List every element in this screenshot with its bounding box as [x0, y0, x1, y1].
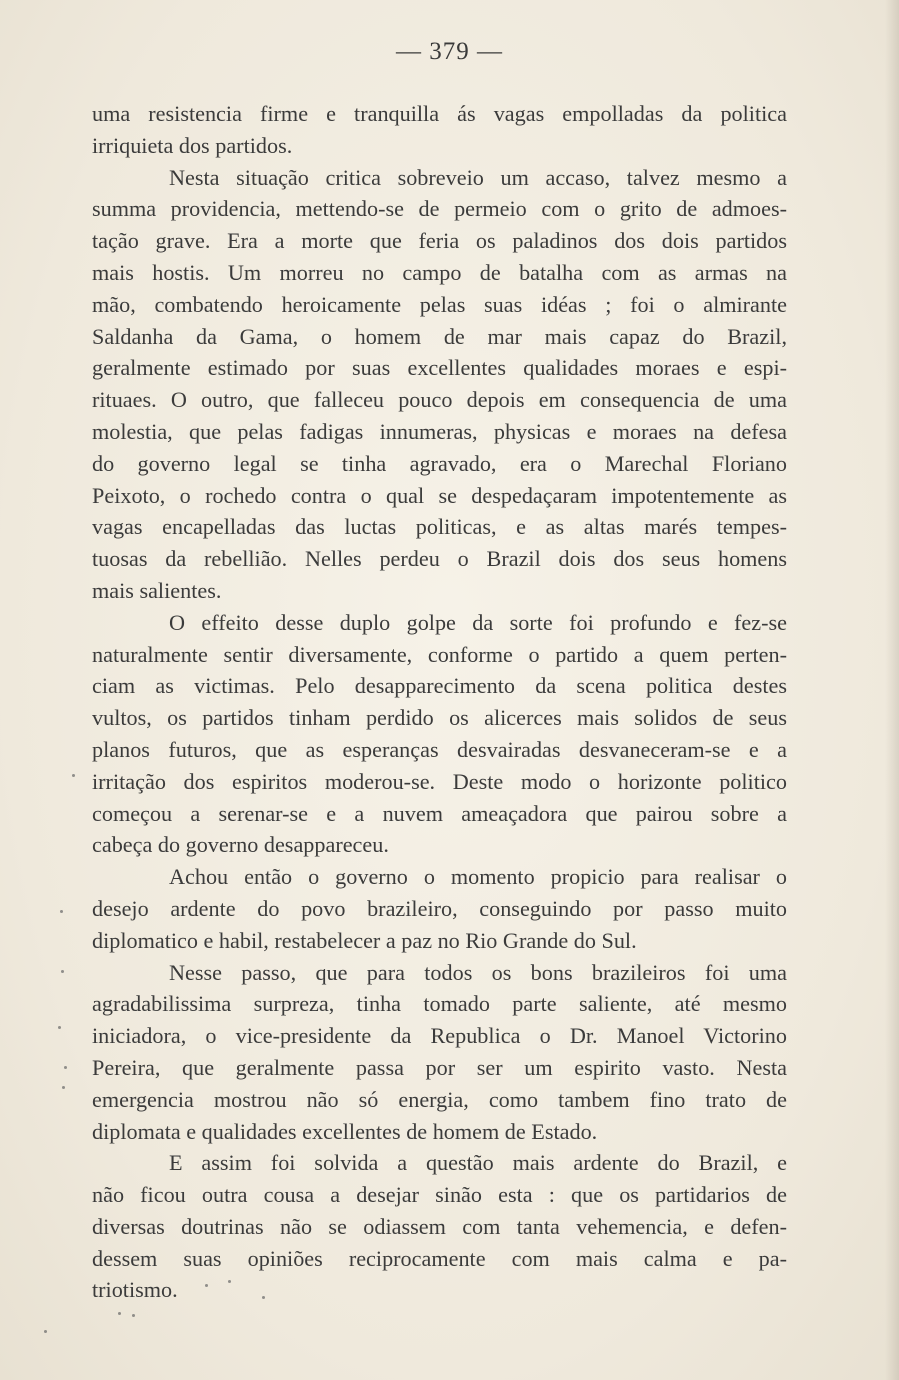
text-line: Achou então o governo o momento propicio para realisar o — [169, 864, 787, 890]
scan-speck — [62, 1086, 65, 1089]
text-line: do governo legal se tinha agravado, era o Marechal Floriano — [92, 450, 787, 476]
scan-speck — [228, 1280, 231, 1283]
text-line: emergencia mostrou não só energia, como tambem fino trato de — [92, 1086, 787, 1112]
text-line: irriquieta dos partidos. — [92, 132, 293, 158]
text-line: começou a serenar-se e a nuvem ameaçadora que pairou sobre a — [92, 800, 787, 826]
text-line: naturalmente sentir diversamente, conforme o partido a quem perten- — [92, 641, 787, 667]
text-line: tação grave. Era a morte que feria os paladinos dos dois partidos — [92, 228, 787, 254]
text-line: diplomata e qualidades excellentes de homem de Estado. — [92, 1118, 598, 1144]
scan-speck — [44, 1330, 47, 1333]
text-line: Saldanha da Gama, o homem de mar mais capaz do Brazil, — [92, 323, 787, 349]
scan-speck — [58, 1026, 61, 1029]
text-line: mais hostis. Um morreu no campo de batalha com as armas na — [92, 259, 787, 285]
scan-speck — [132, 1314, 135, 1317]
text-line: não ficou outra cousa a desejar sinão esta : que os partidarios de — [92, 1182, 787, 1208]
scan-speck — [60, 910, 63, 913]
page-edge-shadow — [885, 0, 899, 1380]
text-line: molestia, que pelas fadigas innumeras, physicas e moraes na defesa — [92, 418, 787, 444]
text-line: uma resistencia firme e tranquilla ás vagas empolladas da politica — [92, 101, 787, 126]
scan-speck — [64, 1066, 67, 1069]
text-line: mais salientes. — [92, 577, 222, 603]
scan-speck — [72, 774, 75, 777]
text-line: Nesse passo, que para todos os bons brazileiros foi uma — [169, 959, 787, 985]
text-line: Peixoto, o rochedo contra o qual se despedaçaram impotentemente as — [92, 482, 787, 508]
scan-speck — [61, 970, 64, 973]
text-line: ciam as victimas. Pelo desapparecimento da scena politica destes — [92, 673, 787, 699]
scan-speck — [205, 1284, 208, 1287]
scan-speck — [262, 1296, 265, 1299]
text-line: Nesta situação critica sobreveio um accaso, talvez mesmo a — [169, 164, 787, 190]
text-line: iniciadora, o vice-presidente da Republica o Dr. Manoel Victorino — [92, 1023, 787, 1049]
body-text — [92, 98, 787, 1306]
text-line: irritação dos espiritos moderou-se. Deste modo o horizonte politico — [92, 768, 787, 794]
text-line: rituaes. O outro, que falleceu pouco depois em consequencia de uma — [92, 387, 787, 413]
text-line: vagas encapelladas das luctas politicas, e as altas marés tempes- — [92, 514, 787, 540]
text-line: Pereira, que geralmente passa por ser um espirito vasto. Nesta — [92, 1054, 787, 1080]
text-line: summa providencia, mettendo-se de permeio com o grito de admoes- — [92, 196, 787, 222]
text-line: planos futuros, que as esperanças desvairadas desvaneceram-se e a — [92, 736, 787, 762]
text-line: O effeito desse duplo golpe da sorte foi profundo e fez-se — [169, 609, 787, 635]
text-line: E assim foi solvida a questão mais ardente do Brazil, e — [169, 1150, 787, 1176]
text-line: tuosas da rebellião. Nelles perdeu o Brazil dois dos seus homens — [92, 546, 787, 572]
text-line: diversas doutrinas não se odiassem com tanta vehemencia, e defen- — [92, 1213, 787, 1239]
text-line: triotismo. — [92, 1277, 178, 1303]
page-number: — 379 — — [396, 38, 503, 65]
text-line: mão, combatendo heroicamente pelas suas idéas ; foi o almirante — [92, 291, 787, 317]
text-line: dessem suas opiniões reciprocamente com mais calma e pa- — [92, 1245, 787, 1271]
text-line: vultos, os partidos tinham perdido os alicerces mais solidos de seus — [92, 705, 787, 731]
text-line: geralmente estimado por suas excellentes qualidades moraes e espi- — [92, 355, 787, 381]
text-line: cabeça do governo desappareceu. — [92, 832, 389, 858]
text-line: desejo ardente do povo brazileiro, conseguindo por passo muito — [92, 895, 787, 921]
text-line: diplomatico e habil, restabelecer a paz no Rio Grande do Sul. — [92, 927, 637, 953]
text-line: agradabilissima surpreza, tinha tomado parte saliente, até mesmo — [92, 991, 787, 1017]
scan-speck — [118, 1312, 121, 1315]
